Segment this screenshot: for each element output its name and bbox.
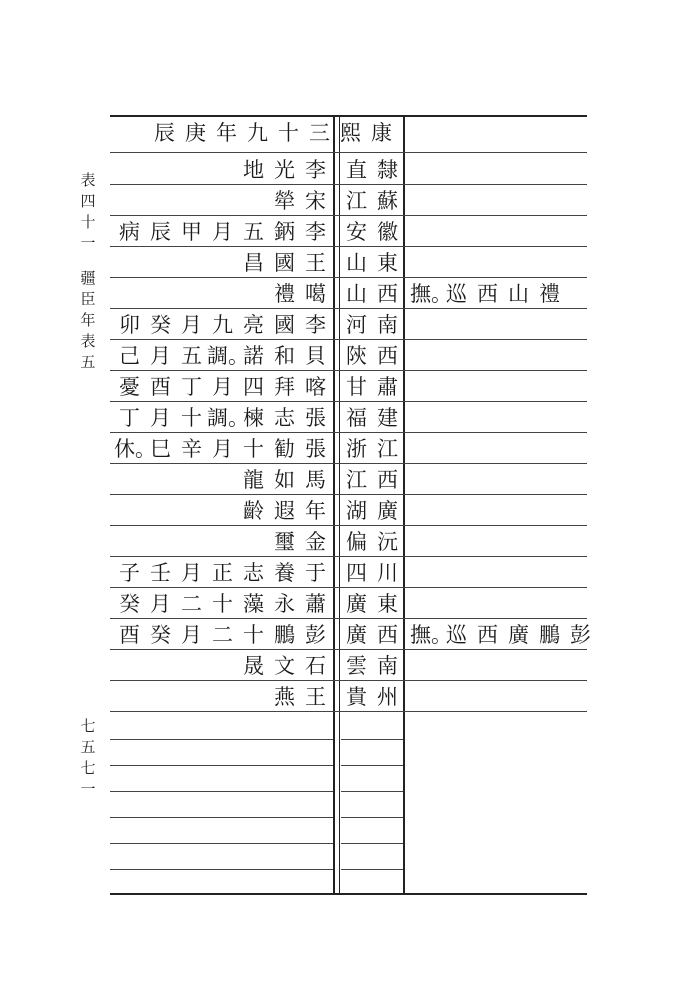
province-char: 直 [346,158,367,182]
official-name-char: 鵬 [274,623,295,647]
row-rule [110,184,587,185]
official-name-char: 志 [274,406,295,430]
table-row [0,434,681,465]
empty-row-rule [341,765,403,766]
official-name-char: 病 [119,220,140,244]
province-cell [341,496,403,527]
province-char: 四 [346,561,367,585]
header-rule [110,152,587,153]
official-name-char: 十 [243,623,264,647]
table-row [0,186,681,217]
official-name-cell [114,434,331,465]
official-name-char: 楝 [243,406,264,430]
province-cell [341,527,403,558]
province-char: 安 [346,220,367,244]
province-char: 蘇 [377,189,398,213]
side-char: 一 [80,234,96,252]
side-char: 五 [80,353,96,371]
province-char: 山 [346,282,367,306]
province-char: 東 [377,251,398,275]
official-name-char: 禮 [274,282,295,306]
official-name-char: 月 [212,220,233,244]
row-rule [110,432,587,433]
official-name-char: 噶 [305,282,326,306]
official-name-cell [114,403,331,434]
official-name-char: 石 [305,654,326,678]
official-name-char: 卯 [119,313,140,337]
official-name-char: 酉 [150,375,171,399]
official-name-char: 地 [243,158,264,182]
province-cell [341,248,403,279]
province-char: 西 [377,282,398,306]
province-char: 甘 [346,375,367,399]
official-name-char: 正 [212,561,233,585]
official-name-cell [114,341,331,372]
official-name-char: 亮 [243,313,264,337]
table-row [0,651,681,682]
official-name-cell [114,620,331,651]
official-name-char: 月 [212,437,233,461]
province-char: 西 [377,623,398,647]
remark-char: 撫。 [410,282,452,306]
official-name-char: 酉 [119,623,140,647]
remark-char: 廣 [508,623,529,647]
official-name-char: 勧 [274,437,295,461]
official-name-char: 辰 [150,220,171,244]
province-cell [341,651,403,682]
row-rule [110,494,587,495]
province-char: 江 [377,437,398,461]
province-cell [341,620,403,651]
official-name-char: 齡 [243,499,264,523]
province-cell [341,279,403,310]
official-name-char: 月 [181,561,202,585]
table-row [0,527,681,558]
table-row [0,465,681,496]
province-cell [341,217,403,248]
page-number-char: 七 [80,717,96,735]
official-name-char: 如 [274,468,295,492]
official-name-char: 馬 [305,468,326,492]
province-char: 西 [377,468,398,492]
side-char: 十 [80,213,96,231]
province-cell [341,465,403,496]
province-char: 江 [346,189,367,213]
official-name-char: 丁 [181,375,202,399]
official-name-cell [114,310,331,341]
province-char: 湖 [346,499,367,523]
table-top-rule [110,115,587,117]
remark-char: 山 [508,282,529,306]
official-name-char: 辛 [181,437,202,461]
official-name-char: 癸 [119,592,140,616]
empty-row-rule [341,739,403,740]
province-char: 雲 [346,654,367,678]
side-char: 四 [80,192,96,210]
official-name-char: 犖 [274,189,295,213]
province-cell [341,155,403,186]
row-rule [110,370,587,371]
province-char: 福 [346,406,367,430]
province-char: 建 [377,406,398,430]
official-name-char: 月 [181,313,202,337]
official-name-char: 鈵 [274,220,295,244]
page-number-char: 七 [80,759,96,777]
official-name-cell [114,589,331,620]
remark-cell [410,620,596,651]
official-name-char: 金 [305,530,326,554]
official-name-char: 憂 [119,375,140,399]
official-name-char: 拜 [274,375,295,399]
table-row [0,403,681,434]
remark-cell [410,279,565,310]
province-char: 浙 [346,437,367,461]
official-name-char: 志 [243,561,264,585]
official-name-char: 二 [212,623,233,647]
province-cell [341,403,403,434]
table-row [0,558,681,589]
side-char: 臣 [80,290,96,308]
official-name-char: 五 [243,220,264,244]
table-row [0,217,681,248]
empty-row-rule [110,869,333,870]
remark-char: 巡 [446,282,467,306]
official-name-cell [269,527,331,558]
empty-row-rule [341,843,403,844]
row-rule [110,649,587,650]
official-name-cell [269,279,331,310]
row-rule [110,556,587,557]
side-char: 表 [80,332,96,350]
table-row [0,155,681,186]
province-char: 陝 [346,344,367,368]
row-rule [110,680,587,681]
official-name-char: 諾 [243,344,264,368]
official-name-char: 王 [305,685,326,709]
official-name-cell [238,248,331,279]
official-name-cell [238,496,331,527]
official-name-cell [238,651,331,682]
province-char: 南 [377,313,398,337]
official-name-char: 癸 [150,623,171,647]
official-name-char: 李 [305,313,326,337]
province-char: 沅 [377,530,398,554]
official-name-char: 蕭 [305,592,326,616]
province-cell [341,558,403,589]
province-char: 川 [377,561,398,585]
province-char: 偏 [346,530,367,554]
empty-row-rule [110,843,333,844]
official-name-char: 月 [181,623,202,647]
province-char: 東 [377,592,398,616]
page-number [78,716,98,800]
empty-row-rule [110,739,333,740]
row-rule [110,401,587,402]
province-char: 隸 [377,158,398,182]
remark-char: 西 [477,623,498,647]
official-name-char: 龍 [243,468,264,492]
official-name-char: 晟 [243,654,264,678]
official-name-char: 巳 [150,437,171,461]
province-cell [341,310,403,341]
table-row [0,620,681,651]
official-name-char: 昌 [243,251,264,275]
row-rule [110,246,587,247]
table-row [0,496,681,527]
province-cell [341,589,403,620]
province-char: 南 [377,654,398,678]
province-cell [341,434,403,465]
remark-char: 禮 [539,282,560,306]
official-name-char: 李 [305,158,326,182]
official-name-char: 丁 [119,406,140,430]
official-name-cell [269,682,331,713]
table-bottom-rule [110,893,587,895]
table-row [0,310,681,341]
province-cell [341,372,403,403]
province-char: 西 [377,344,398,368]
side-char: 年 [80,311,96,329]
official-name-char: 貝 [305,344,326,368]
official-name-cell [114,558,331,589]
official-name-char: 國 [274,251,295,275]
table-row [0,589,681,620]
official-name-char: 璽 [274,530,295,554]
empty-row-rule [110,791,333,792]
province-char: 河 [346,313,367,337]
province-char: 江 [346,468,367,492]
official-name-char: 燕 [274,685,295,709]
official-name-char: 月 [150,592,171,616]
official-name-char: 十 [212,592,233,616]
remark-char: 撫。 [410,623,452,647]
official-name-char: 癸 [150,313,171,337]
official-name-cell [114,217,331,248]
row-rule [110,618,587,619]
official-name-char: 藻 [243,592,264,616]
remark-char: 西 [477,282,498,306]
remark-char: 彭 [570,623,591,647]
official-name-char: 二 [181,592,202,616]
official-name-char: 養 [274,561,295,585]
official-name-char: 張 [305,406,326,430]
official-name-char: 壬 [150,561,171,585]
province-char: 貴 [346,685,367,709]
official-name-char: 李 [305,220,326,244]
table-row [0,279,681,310]
header-row [110,118,405,149]
row-rule [110,339,587,340]
side-char: 疆 [80,269,96,287]
empty-row-rule [341,791,403,792]
row-rule [110,308,587,309]
official-name-char: 休。 [114,437,156,461]
official-name-char: 遐 [274,499,295,523]
official-name-char: 于 [305,561,326,585]
official-name-char: 月 [150,406,171,430]
header-title: 辰 庚 年 九 十 三 熙 康 [154,121,392,145]
official-name-char: 子 [119,561,140,585]
province-char: 肅 [377,375,398,399]
empty-row-rule [341,869,403,870]
official-name-cell [238,155,331,186]
official-name-char: 喀 [305,375,326,399]
official-name-char: 四 [243,375,264,399]
table-row [0,372,681,403]
official-name-cell [114,372,331,403]
official-name-cell [238,465,331,496]
official-name-cell [269,186,331,217]
province-char: 廣 [377,499,398,523]
province-cell [341,682,403,713]
table-row [0,341,681,372]
official-name-char: 月 [150,344,171,368]
official-name-char: 月 [212,375,233,399]
official-name-char: 年 [305,499,326,523]
official-name-char: 十 [181,406,202,430]
row-rule [110,463,587,464]
official-name-char: 和 [274,344,295,368]
official-name-char: 甲 [181,220,202,244]
page-number-char: 一 [80,780,96,798]
official-name-char: 十 [243,437,264,461]
official-name-char: 己 [119,344,140,368]
official-name-char: 調。 [207,406,249,430]
official-name-char: 光 [274,158,295,182]
row-rule [110,525,587,526]
official-name-char: 宋 [305,189,326,213]
row-rule [110,277,587,278]
province-char: 州 [377,685,398,709]
province-char: 廣 [346,623,367,647]
remark-char: 鵬 [539,623,560,647]
official-name-char: 張 [305,437,326,461]
row-rule [110,587,587,588]
official-name-char: 國 [274,313,295,337]
official-name-char: 王 [305,251,326,275]
province-cell [341,186,403,217]
official-name-char: 永 [274,592,295,616]
official-name-char: 九 [212,313,233,337]
page-number-char: 五 [80,738,96,756]
row-rule [110,215,587,216]
table-row [0,248,681,279]
empty-row-rule [341,817,403,818]
official-name-char: 五 [181,344,202,368]
empty-row-rule [110,765,333,766]
row-rule [110,711,587,712]
official-name-char: 調。 [207,344,249,368]
side-char: 表 [80,171,96,189]
table-row [0,682,681,713]
empty-row-rule [110,817,333,818]
province-char: 徽 [377,220,398,244]
remark-char: 巡 [446,623,467,647]
official-name-char: 彭 [305,623,326,647]
province-char: 山 [346,251,367,275]
province-char: 廣 [346,592,367,616]
official-name-char: 文 [274,654,295,678]
province-cell [341,341,403,372]
